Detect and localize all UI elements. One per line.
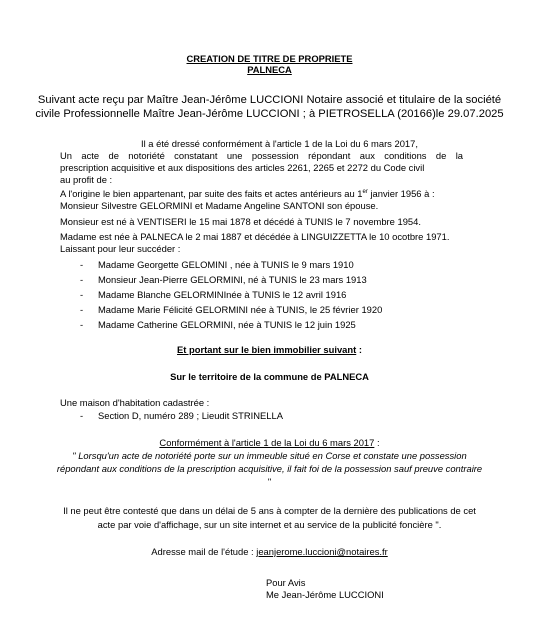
body-line-5-a: A l'origine le bien appartenant, par suite des faits et actes antérieurs au 1 [60,188,363,199]
intro-line-2: civile Professionnelle Maître Jean-Jérôme LUCCIONI ; à PIETROSELLA (20166)le 29.07.2025 [35,108,504,120]
signature-line-2: Me Jean-Jérôme LUCCIONI [266,589,384,600]
body-line-2: Un acte de notoriété constatant une possession répondant aux conditions de la [60,150,463,161]
law-quote-line-3: " [267,476,272,487]
email-line [0,546,539,557]
intro-line-1: Suivant acte reçu par Maître Jean-Jérôme LUCCIONI Notaire associé et titulaire de la société [37,94,502,106]
property-heading-colon: : [356,344,362,355]
heir-item: Madame Georgette GELOMINI , née à TUNIS le 9 mars 1910 [98,259,354,270]
law-quote-line-1: " Lorsqu'un acte de notoriété porte sur un immeuble situé en Corse et constate une possession [72,450,467,461]
document-commune: PALNECA [247,64,292,75]
heir-dash: - [80,274,84,285]
parcel-dash: - [80,410,84,421]
property-parcel: Section D, numéro 289 ; Lieudit STRINELLA [98,410,283,421]
property-heading-text: Et portant sur le bien immobilier suivant [177,344,357,355]
property-territory: Sur le territoire de la commune de PALNECA [170,371,369,382]
body-line-7: Monsieur est né à VENTISERI le 15 mai 1878 et décédé à TUNIS le 7 novembre 1954. [60,216,421,227]
contest-line-1: Il ne peut être contesté que dans un délai de 5 ans à compter de la dernière des publications de cet [63,505,476,516]
signature-line-1: Pour Avis [266,577,306,588]
property-heading [0,344,539,355]
contest-line-2: acte par voie d'affichage, sur un site internet et au service de la publicité foncière ". [97,519,442,530]
heir-item: Madame Blanche GELORMINInée à TUNIS le 12 avril 1916 [98,289,347,300]
body-line-9: Laissant pour leur succéder : [60,243,181,254]
heir-dash: - [80,289,84,300]
email-label: Adresse mail de l'étude : [151,546,257,557]
email-link[interactable]: jeanjerome.luccioni@notaires.fr [256,546,388,557]
document-title: CREATION DE TITRE DE PROPRIETE [186,53,353,64]
body-line-1: Il a été dressé conformément à l'article 1 de la Loi du 6 mars 2017, [141,138,418,149]
heir-dash: - [80,319,84,330]
heir-item: Madame Marie Félicité GELORMINI née à TUNIS, le 25 février 1920 [98,304,383,315]
body-line-5 [60,188,435,199]
law-heading [0,437,539,448]
body-line-8: Madame est née à PALNECA le 2 mai 1887 et décédée à LINGUIZZETTA le 10 ocotbre 1971. [60,231,450,242]
law-quote-line-2: répondant aux conditions de la prescription acquisitive, il fait foi de la possession sauf preuve contraire [56,463,483,474]
body-line-5-sup: er [362,188,368,195]
body-line-3: prescription acquisitive et aux dispositions des articles 2261, 2265 et 2272 du Code civil [60,162,425,173]
heir-dash: - [80,259,84,270]
body-line-6: Monsieur Silvestre GELORMINI et Madame Angeline SANTONI son épouse. [60,200,379,211]
property-house: Une maison d'habitation cadastrée : [60,397,210,408]
body-line-5-b: janvier 1956 à : [367,188,435,199]
body-line-4: au profit de : [60,174,113,185]
heir-dash: - [80,304,84,315]
law-heading-text: Conformément à l'article 1 de la Loi du 6 mars 2017 [159,437,375,448]
heir-item: Monsieur Jean-Pierre GELORMINI, né à TUNIS le 23 mars 1913 [98,274,367,285]
law-heading-colon: : [374,437,380,448]
heir-item: Madame Catherine GELORMINI, née à TUNIS le 12 juin 1925 [98,319,356,330]
